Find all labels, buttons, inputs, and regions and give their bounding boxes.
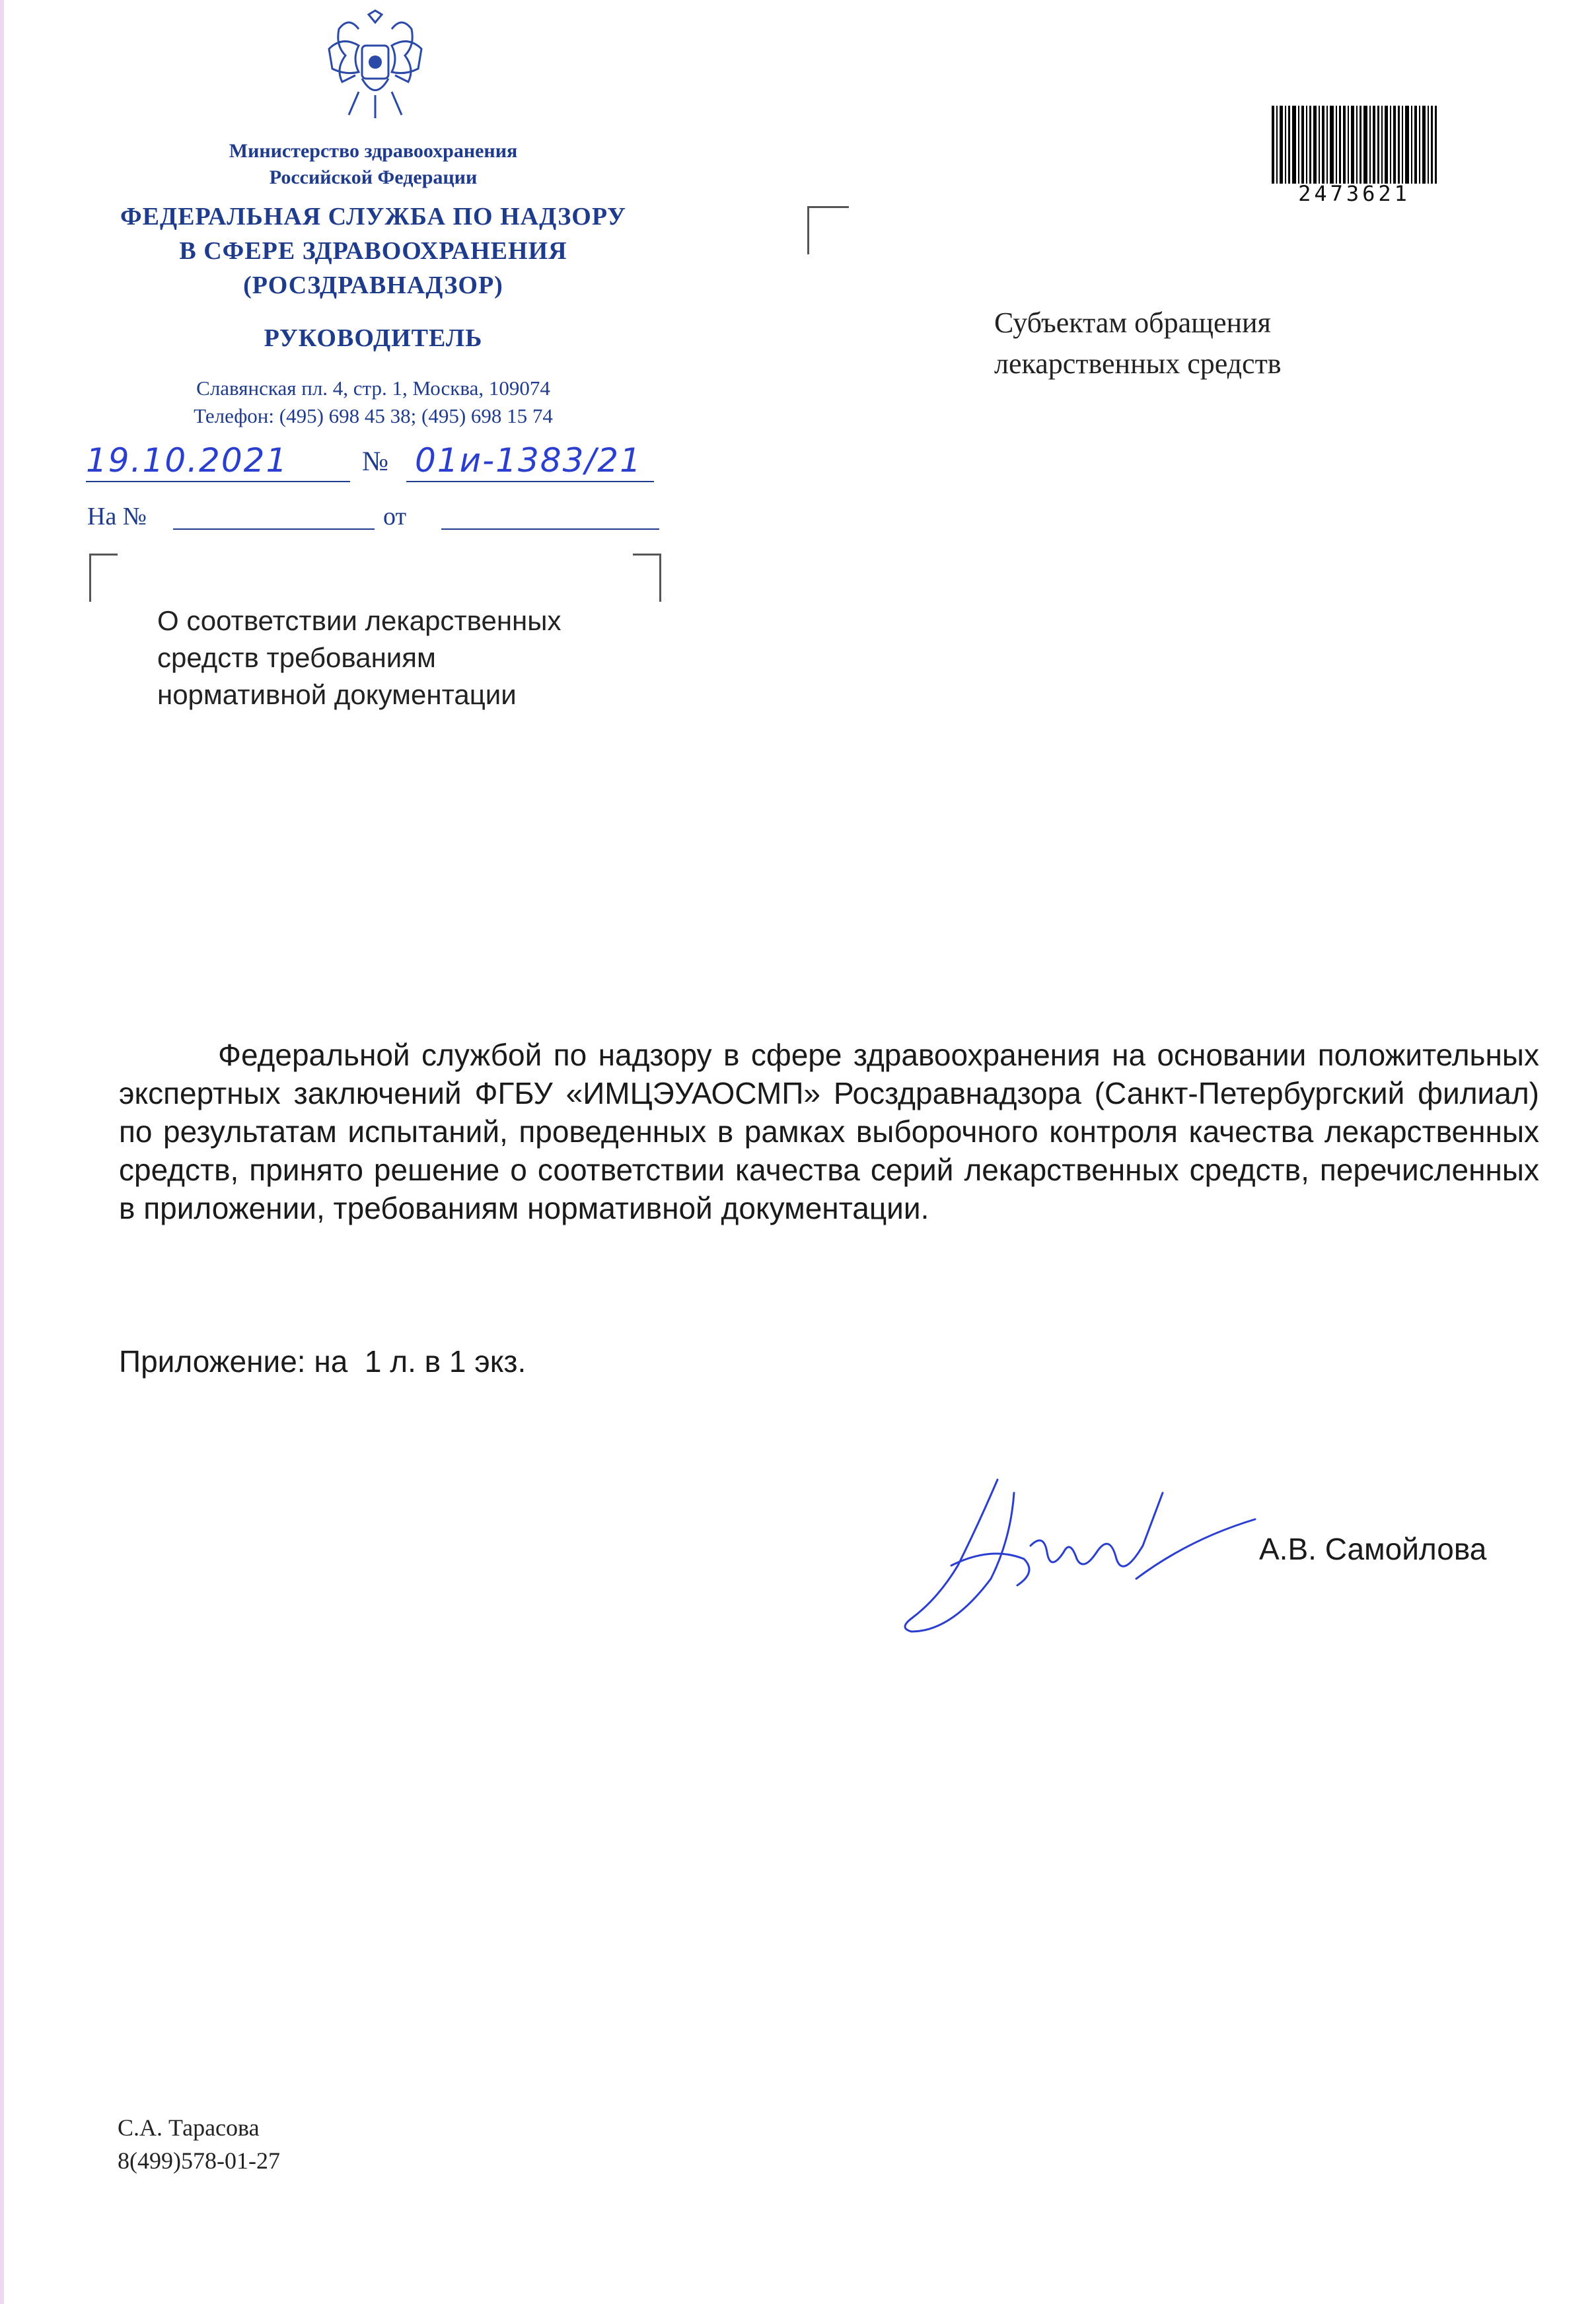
date-underline	[86, 481, 350, 482]
subject-bracket-left	[89, 554, 118, 602]
reference-number-label: На №	[87, 503, 147, 530]
attachment-note: Приложение: на 1 л. в 1 экз.	[119, 1344, 526, 1379]
number-underline	[406, 481, 654, 482]
contact-name: С.А. Тарасова	[118, 2114, 260, 2141]
handwritten-signature	[898, 1466, 1268, 1645]
address-line: Славянская пл. 4, стр. 1, Москва, 109074	[196, 377, 550, 400]
recipient-bracket	[807, 206, 849, 254]
service-name-line1: ФЕДЕРАЛЬНАЯ СЛУЖБА ПО НАДЗОРУ	[120, 203, 626, 231]
phone-line: Телефон: (495) 698 45 38; (495) 698 15 74	[194, 404, 553, 427]
subject-line3: нормативной документации	[157, 679, 517, 710]
reference-date-line	[441, 528, 659, 530]
reference-from-label: от	[383, 503, 407, 530]
signatory-name: А.В. Самойлова	[1259, 1532, 1487, 1566]
ministry-name-line1: Министерство здравоохранения	[229, 140, 518, 162]
registration-number: 01и-1383/21	[415, 441, 642, 480]
subject-line2: средств требованиям	[157, 642, 436, 673]
ministry-name-line2: Российской Федерации	[269, 166, 478, 188]
barcode-number: 2473621	[1298, 181, 1410, 206]
subject-line1: О соответствии лекарственных	[157, 605, 562, 636]
body-paragraph: Федеральной службой по надзору в сфере здравоохранения на основании положительных экспертных заключений ФГБУ «ИМЦЭУАОСМП» Росздравнадзора (Санкт-Петербургский филиал) по результатам испытаний, проведенных в рамках выборочного контроля качества лекарственных средств, принято решение о соответствии качества серий лекарственных средств, перечисленных в приложении, требованиям нормативной документации.	[119, 1038, 1539, 1225]
position-title: РУКОВОДИТЕЛЬ	[264, 324, 483, 352]
service-name-line2: В СФЕРЕ ЗДРАВООХРАНЕНИЯ	[179, 237, 567, 265]
reference-number-line	[173, 528, 375, 530]
subject-bracket-right	[633, 554, 661, 602]
recipient-line2: лекарственных средств	[994, 347, 1282, 380]
coat-of-arms-icon	[322, 9, 428, 122]
barcode	[1272, 106, 1437, 184]
recipient-line1: Субъектам обращения	[994, 306, 1271, 339]
contact-phone: 8(499)578-01-27	[118, 2147, 280, 2174]
registration-date: 19.10.2021	[86, 441, 289, 480]
service-name-line3: (РОСЗДРАВНАДЗОР)	[243, 271, 503, 299]
page-edge-strip	[0, 0, 4, 2304]
number-label: №	[362, 447, 389, 477]
